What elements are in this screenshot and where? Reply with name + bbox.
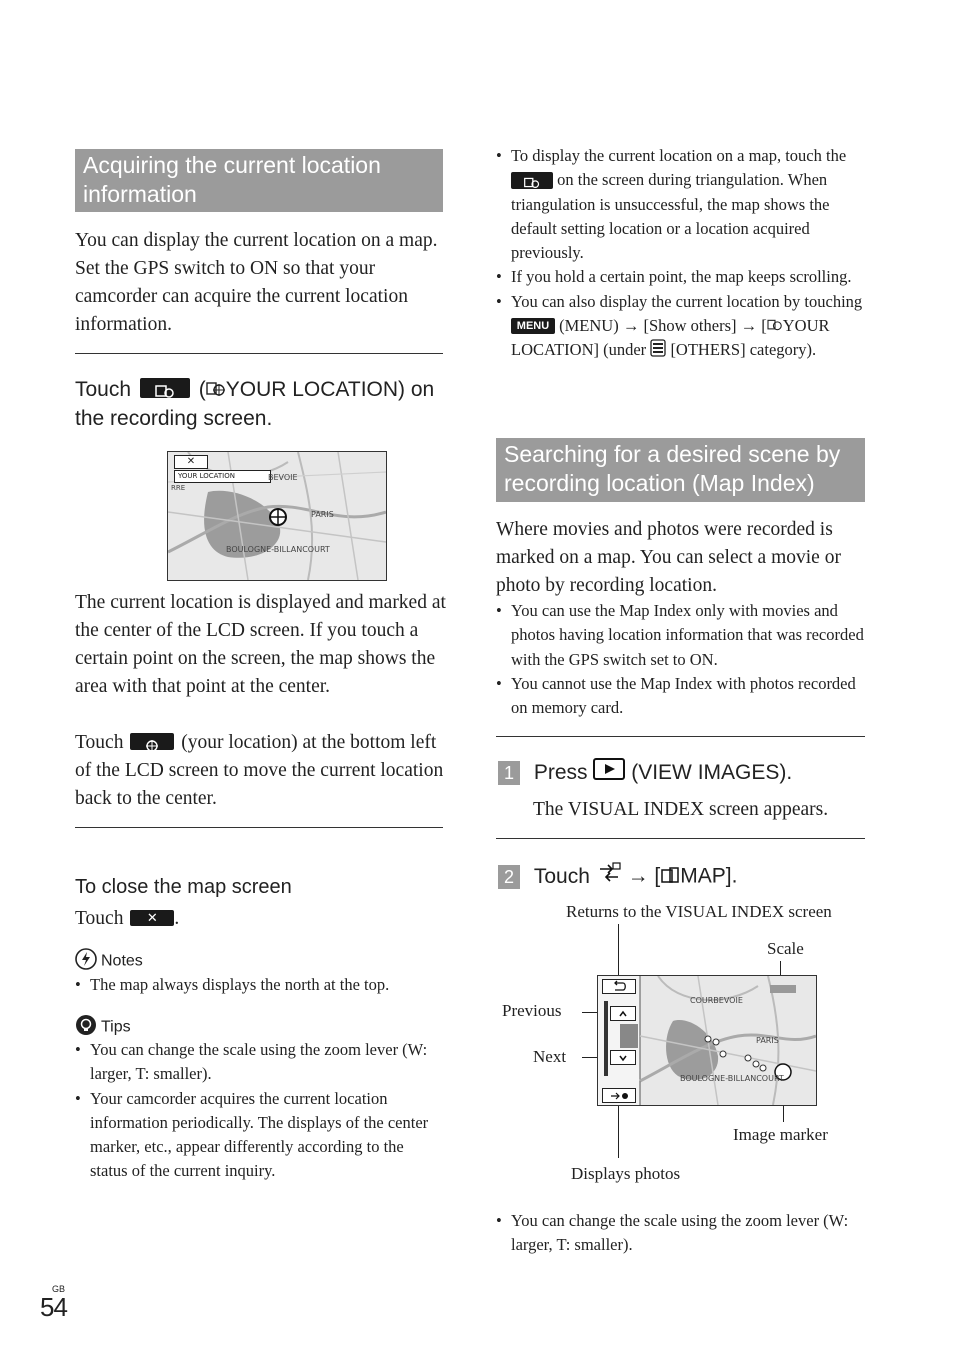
step-number: 1 (498, 761, 520, 785)
return-icon (603, 980, 635, 993)
intro-paragraph: You can display the current location on a map. Set the GPS switch to ON so that your camcorder can acquire the current location information. (75, 230, 438, 335)
page-number: 54 (40, 1292, 67, 1322)
list-item: • You cannot use the Map Index with photos recorded on memory card. (496, 672, 864, 721)
tips-header (75, 1014, 131, 1041)
location-description: The current location is displayed and marked at the center of the LCD screen. If you touch a certain point on the screen, the map shows the area with that point at the center. (75, 592, 446, 697)
location-bullets (496, 144, 864, 363)
your-location-camera-icon (140, 378, 190, 398)
your-location-inline-icon (206, 378, 226, 401)
map-label: MAP]. (680, 864, 738, 888)
center-marker-icon (268, 507, 288, 532)
menu-icon: MENU (511, 318, 555, 334)
bullet-text: To display the current location on a map, touch the (511, 146, 847, 165)
divider (75, 827, 443, 828)
divider (496, 736, 865, 737)
others-icon (650, 340, 666, 359)
tips-list (75, 1038, 445, 1184)
section-title-text: Searching for a desired scene by recording location (Map Index) (504, 441, 841, 496)
list-item: • The map always displays the north at the top. (75, 973, 445, 997)
map-label: BOULOGNE-BILLANCOURT (680, 1074, 784, 1083)
callout-previous: Previous (502, 1001, 562, 1020)
close-map-instruction (75, 905, 179, 933)
return-button[interactable] (602, 979, 636, 994)
tips-label: Tips (101, 1018, 131, 1036)
bullet-text: YOUR LOCATION] (under (511, 316, 830, 360)
previous-button[interactable] (610, 1006, 636, 1021)
notes-label: Notes (101, 952, 143, 970)
step-touch-your-location (75, 375, 447, 433)
switch-icon (603, 1089, 635, 1102)
map-label: RRE (171, 484, 186, 492)
chevron-up-icon (611, 1007, 635, 1020)
map-label: BOULOGNE-BILLANCOURT (226, 545, 330, 554)
period: . (174, 908, 180, 929)
divider (496, 838, 865, 839)
callout-returns: Returns to the VISUAL INDEX screen (566, 902, 832, 921)
map-close-button[interactable]: ✕ (174, 455, 208, 469)
list-item: • You can change the scale using the zoom lever (W: larger, T: smaller). (496, 1209, 864, 1258)
step1-result: The VISUAL INDEX screen appears. (533, 799, 829, 820)
press-word: Press (533, 761, 588, 784)
list-item (496, 290, 864, 363)
your-location-text: YOUR LOCATION (178, 472, 235, 480)
close-map-heading: To close the map screen (75, 876, 292, 898)
play-icon (593, 758, 625, 788)
map-label: BEVOIE (268, 473, 298, 482)
list-item: • You can use the Map Index only with movies and photos having location information that was recorded with the GPS switch set to ON. (496, 599, 864, 672)
displays-photos-button[interactable] (602, 1088, 636, 1103)
arrow-right-icon: → (627, 864, 649, 888)
bullet-text: [OTHERS] category). (670, 340, 817, 360)
notes-list (75, 973, 445, 997)
bullet-text: on the screen during triangulation. When triangulation is unsuccessful, the map shows the default setting location or a location acquired previously. (511, 170, 830, 263)
map-index-screenshot (597, 975, 817, 1106)
notes-header (75, 948, 143, 975)
step-line2: the recording screen. (75, 407, 273, 430)
bullet-text: [Show others] (643, 316, 737, 336)
list-item: • Your camcorder acquires the current location information periodically. The displays of the center marker, etc., appear differently according to the status of the current inquiry. (75, 1087, 445, 1184)
map-mode-icon (660, 865, 680, 888)
callout-next: Next (533, 1047, 567, 1066)
view-images-label: (VIEW IMAGES). (631, 761, 793, 784)
your-location-label: YOUR LOCATION) on (225, 378, 435, 401)
list-item: • If you hold a certain point, the map keeps scrolling. (496, 265, 864, 289)
list-item (496, 144, 864, 265)
map-index-bullets (496, 599, 864, 720)
your-location-camera-icon (511, 172, 553, 189)
bullet-text: [ (761, 316, 767, 336)
step2-touch-map (498, 861, 737, 893)
callout-image-marker: Image marker (733, 1125, 828, 1144)
next-button[interactable] (610, 1050, 636, 1065)
section-title-text: Acquiring the current location information (83, 152, 381, 207)
bottom-bullets (496, 1209, 864, 1258)
map-your-location-button[interactable] (174, 470, 271, 483)
close-icon: ✕ (130, 910, 174, 926)
bullet-text: (MENU) (559, 316, 619, 336)
arrow-right-icon: → (622, 316, 640, 336)
notes-icon (75, 948, 97, 975)
crosshair-icon (130, 733, 174, 750)
callout-scale: Scale (767, 939, 804, 958)
map-label: PARIS (311, 510, 334, 519)
arrow-right-icon: → (740, 316, 758, 336)
step1-press-view-images (498, 758, 792, 788)
section-title-acquiring (75, 149, 443, 212)
map-screenshot-location (167, 451, 387, 581)
callout-line (618, 1102, 619, 1158)
bracket: [ (654, 864, 661, 888)
list-item: • You can change the scale using the zoom lever (W: larger, T: smaller). (75, 1038, 445, 1087)
callout-line (618, 924, 619, 980)
map-label: PARIS (756, 1036, 779, 1045)
touch-word: Touch (75, 732, 124, 753)
your-location-inline-icon (767, 316, 783, 335)
chevron-down-icon (611, 1051, 635, 1064)
map-label: COURBEVOIE (690, 996, 743, 1005)
para3-text: (your location) at the bottom left of the LCD screen to move the current location back to the center. (75, 732, 444, 809)
lightbulb-icon (75, 1014, 97, 1041)
step-number: 2 (498, 865, 520, 889)
callout-displays-photos: Displays photos (571, 1164, 681, 1183)
region-code: GB (52, 1284, 66, 1294)
touch-word: Touch (75, 378, 132, 401)
touch-word: Touch (533, 864, 590, 888)
switch-icon (596, 861, 622, 893)
divider (75, 353, 443, 354)
map-index-intro: Where movies and photos were recorded is marked on a map. You can select a movie or photo by recording location. (496, 519, 841, 596)
touch-word: Touch (75, 908, 124, 929)
your-location-description (75, 729, 447, 813)
bullet-text: You can also display the current location by touching (511, 291, 863, 311)
paren: ( (198, 378, 206, 401)
section-title-map-index (496, 438, 865, 502)
